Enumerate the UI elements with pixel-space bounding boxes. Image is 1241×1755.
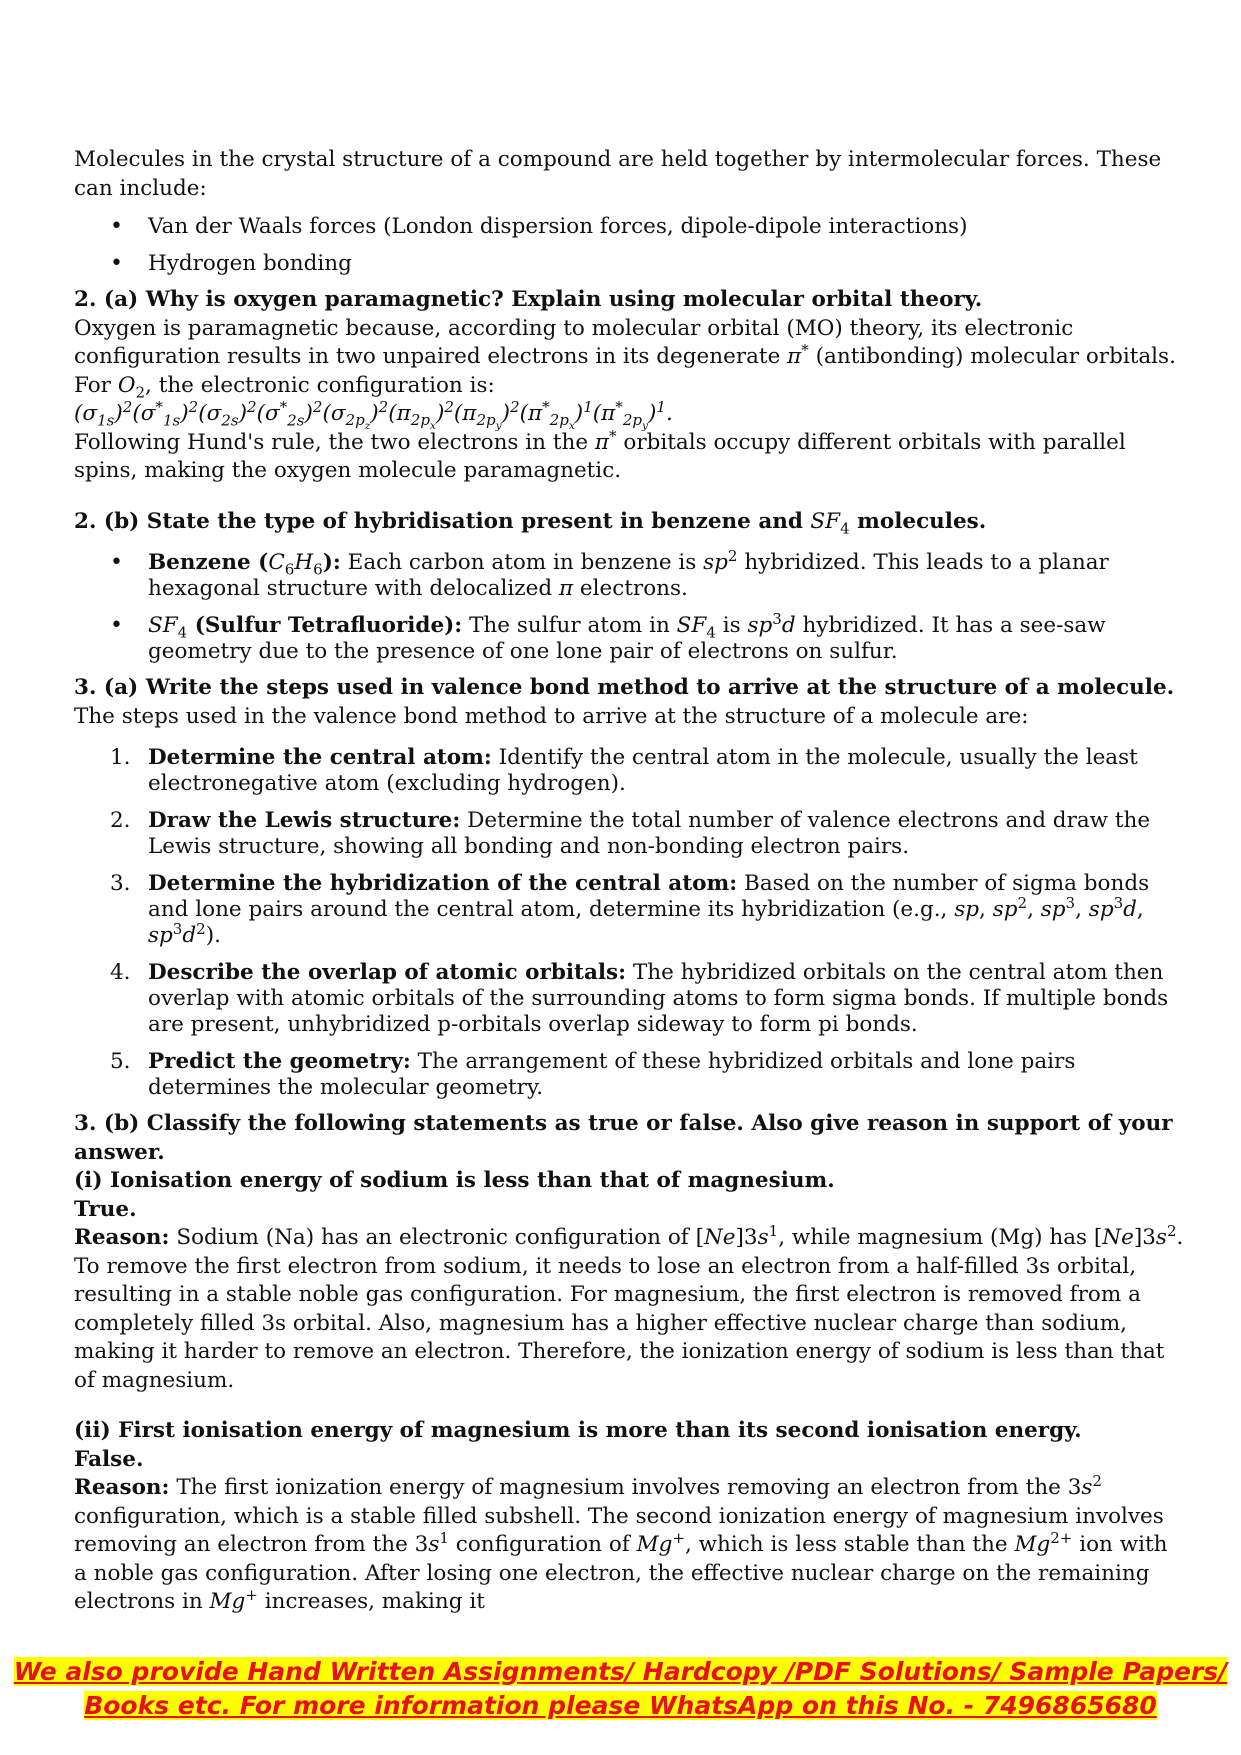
promo-line-2: Books etc. For more information please WhatsApp on this No. - 7496865680	[84, 1691, 1157, 1720]
q2a-heading: 2. (a) Why is oxygen paramagnetic? Explain using molecular orbital theory.	[74, 287, 983, 312]
o2-configuration: $(\sigma_{1s})^2(\sigma^*_{1s})^2(\sigma_{2s})^2(\sigma^*_{2s})^2(\sigma_{2p_z})^2(\pi_{2p_x})^2(\pi_{2p_y})^2(\pi^*_{2p_x})^1(\pi^*_{2p_y})^1$.	[74, 397, 673, 433]
q3b-ii-verdict: False.	[74, 1446, 144, 1472]
q3a-intro: The steps used in the valence bond method to arrive at the structure of a molecule are:	[74, 703, 1029, 729]
list-item: • $SF_4$ (Sulfur Tetrafluoride): The sulfur atom in $SF_4$ is $sp^3d$ hybridized. It has a see-saw geometry due to the presence of one lone pair of electrons on sulfur.	[74, 613, 1184, 665]
hybridisation-list	[74, 546, 1184, 665]
q3b-i-reason: Reason: Sodium (Na) has an electronic configuration of $[Ne]3s^1$, while magnesium (Mg) has $[Ne]3s^2$. To remove the first electron from sodium, it needs to lose an electron from a half-filled 3s orbital, resulting in a stable noble gas configuration. For magnesium, the first electron is removed from a completely filled 3s orbital. Also, magnesium has a higher effective nuclear charge than sodium, making it harder to remove an electron. Therefore, the ionization energy of sodium is less than that of magnesium.	[74, 1221, 1184, 1393]
promo-footer	[0, 1655, 1241, 1723]
list-item: 3. Determine the hybridization of the central atom: Based on the number of sigma bonds and lone pairs around the central atom, determine its hybridization (e.g., sp, $sp^2$, $sp^3$, $sp^3d$, $sp^3d^2$).	[110, 871, 1150, 948]
intermolecular-forces-list	[74, 214, 1184, 277]
promo-line-1: We also provide Hand Written Assignments/ Hardcopy /PDF Solutions/ Sample Papers/	[13, 1657, 1228, 1686]
list-item: 4. Describe the overlap of atomic orbitals: The hybridized orbitals on the central atom then overlap with atomic orbitals of the surrounding atoms to form sigma bonds. If multiple bonds are present, unhybridized p-orbitals overlap sideway to form pi bonds.	[110, 960, 1169, 1037]
list-item: 1. Determine the central atom: Identify the central atom in the molecule, usually the least electronegative atom (excluding hydrogen).	[110, 745, 1138, 796]
q3b-ii-reason: Reason: The first ionization energy of magnesium involves removing an electron from the $3s^2$ configuration, which is a stable filled subshell. The second ionization energy of magnesium involves removing an electron from the $3s^1$ configuration of Mg+, which is less stable than the $Mg^{2+}$ ion with a noble gas configuration. After losing one electron, the effective nuclear charge on the remaining electrons in Mg+ increases, making it	[74, 1471, 1168, 1614]
list-item: 2. Draw the Lewis structure: Determine the total number of valence electrons and draw the Lewis structure, showing all bonding and non-bonding electron pairs.	[110, 808, 1151, 859]
list-item: 5. Predict the geometry: The arrangement of these hybridized orbitals and lone pairs determines the molecular geometry.	[110, 1049, 1076, 1100]
list-item: • Benzene $(C_6H_6)$: Each carbon atom in benzene is $sp^2$ hybridized. This leads to a planar hexagonal structure with delocalized π electrons.	[74, 550, 1184, 602]
intro-paragraph: Molecules in the crystal structure of a compound are held together by intermolecular forces. These can include:	[74, 147, 1162, 201]
q2a-hund-paragraph: Following Hund's rule, the two electrons in the π* orbitals occupy different orbitals with parallel spins, making the oxygen molecule paramagnetic.	[74, 426, 1126, 483]
q3b-i-heading: (i) Ionisation energy of sodium is less than that of magnesium.	[74, 1168, 835, 1193]
q2b-heading: 2. (b) State the type of hybridisation present in benzene and $SF_4$ molecules.	[74, 508, 987, 537]
valence-bond-steps	[74, 745, 1184, 1101]
list-item: • Van der Waals forces (London dispersion forces, dipole-dipole interactions)	[74, 214, 1184, 240]
document-page	[74, 146, 1184, 1617]
q3b-ii-heading: (ii) First ionisation energy of magnesium is more than its second ionisation energy.	[74, 1418, 1082, 1443]
q2a-paragraph: Oxygen is paramagnetic because, according to molecular orbital (MO) theory, its electronic configuration results in two unpaired electrons in its degenerate π* (antibonding) molecular orbitals.	[74, 315, 1176, 369]
list-item: • Hydrogen bonding	[74, 251, 1184, 277]
q2a-for-line: For $O_2$, the electronic configuration is:	[74, 372, 495, 401]
q3b-i-verdict: True.	[74, 1196, 137, 1222]
q3a-heading: 3. (a) Write the steps used in valence bond method to arrive at the structure of a molecule.	[74, 675, 1175, 700]
q3b-heading: 3. (b) Classify the following statements as true or false. Also give reason in support of your answer.	[74, 1111, 1173, 1165]
